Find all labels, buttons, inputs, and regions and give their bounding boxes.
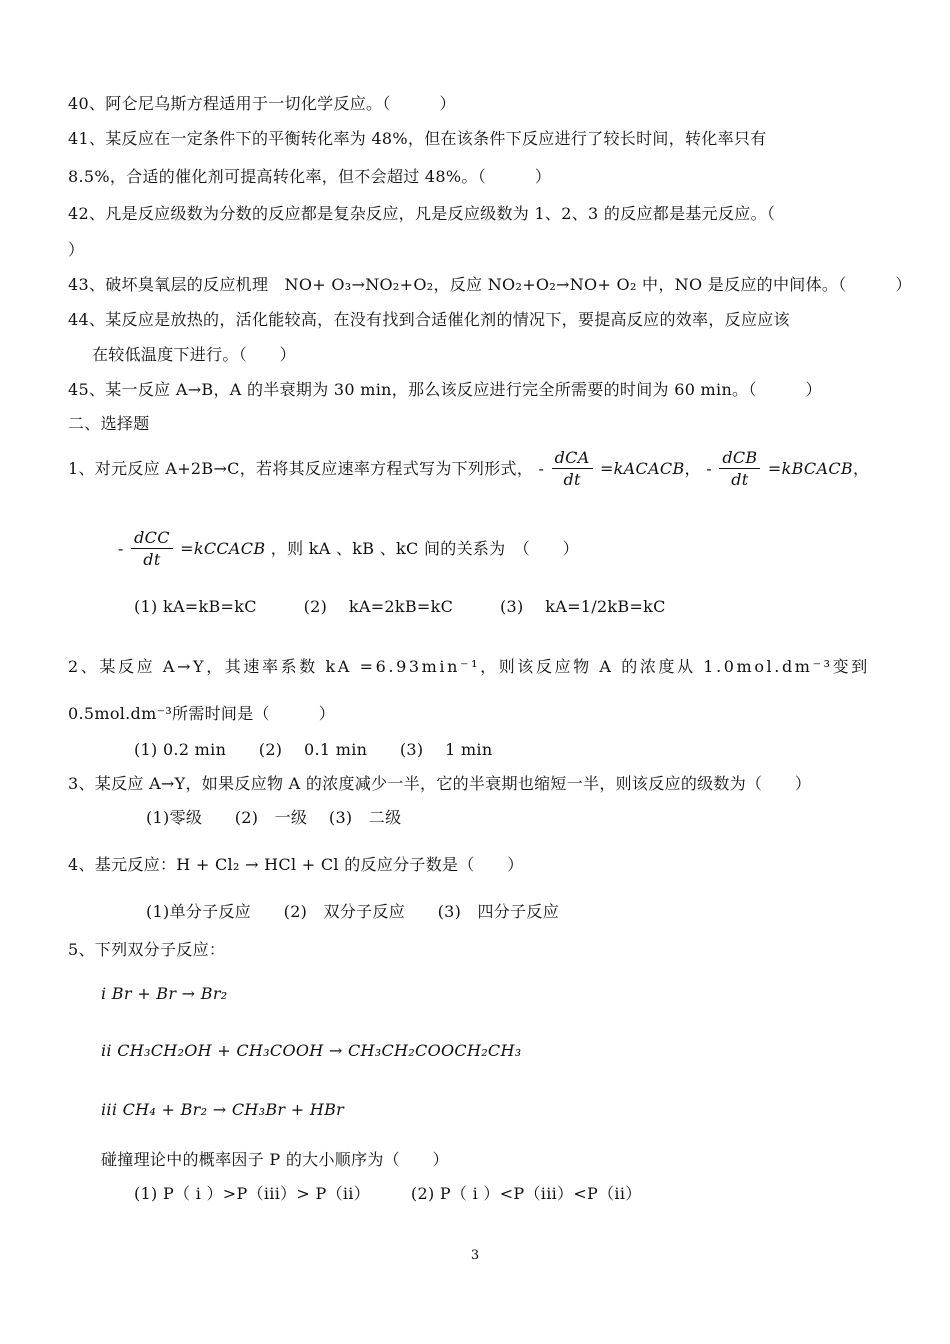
c5-reaction-iii: iii CH₄ + Br₂ → CH₃Br + HBr [101, 1100, 345, 1119]
c2-line1: 2、某反应 A→Y，其速率系数 kA =6.93min⁻¹，则该反应物 A 的浓度从 1.0mol.dm⁻³变到 [68, 657, 870, 676]
c2-options: (1) 0.2 min (2) 0.1 min (3) 1 min [134, 740, 493, 759]
fraction-dCC-dt [131, 528, 173, 571]
minus-sign: - [538, 459, 545, 478]
frac-num: dCC [131, 528, 173, 549]
c5-line1: 5、下列双分子反应： [68, 940, 226, 959]
c1-opt2: (2) kA=2kB=kC [303, 597, 454, 616]
section-heading: 二、选择题 [68, 414, 150, 433]
c1-opt1: (1) kA=kB=kC [134, 597, 257, 616]
c1-suffix: ，则 kA 、kB 、kC 间的关系为 （ ） [270, 539, 579, 558]
c1-prefix: 1、对元反应 A+2B→C，若将其反应速率方程式写为下列形式， [68, 459, 534, 478]
c5-reaction-ii: ii CH₃CH₂OH + CH₃COOH → CH₃CH₂COOCH₂CH₃ [101, 1041, 522, 1060]
c1-opt3: (3) kA=1/2kB=kC [499, 597, 666, 616]
q44-line1: 44、某反应是放热的，活化能较高，在没有找到合适催化剂的情况下，要提高反应的效率，反应应该 [68, 310, 790, 329]
c1-line2 [118, 528, 579, 571]
c1-options [134, 597, 666, 617]
c4-options: (1)单分子反应 (2) 双分子反应 (3) 四分子反应 [146, 902, 559, 921]
c5-options: (1) P（ i ）>P（iii）> P（ii） (2) P（ i ）<P（iii）<P（ii） [134, 1184, 642, 1203]
page-number: 3 [470, 1248, 480, 1263]
frac-den: dt [731, 470, 749, 489]
frac-num: dCA [552, 448, 593, 469]
c5-question: 碰撞理论中的概率因子 P 的大小顺序为（ ） [101, 1150, 449, 1169]
frac-den: dt [563, 470, 581, 489]
q41-line1: 41、某反应在一定条件下的平衡转化率为 48%，但在该条件下反应进行了较长时间，转化率只有 [68, 129, 767, 148]
q43: 43、破坏臭氧层的反应机理 NO+ O₃→NO₂+O₂，反应 NO₂+O₂→NO+ O₂ 中，NO 是反应的中间体。（ ） [68, 275, 912, 294]
fraction-dCA-dt [552, 448, 593, 491]
q41-line2: 8.5%，合适的催化剂可提高转化率，但不会超过 48%。（ ） [68, 167, 552, 186]
fraction-dCB-dt [719, 448, 760, 491]
c4-line1: 4、基元反应：H + Cl₂ → HCl + Cl 的反应分子数是（ ） [68, 855, 524, 874]
minus-sign: - [706, 459, 712, 478]
frac-num: dCB [719, 448, 760, 469]
c2-line2: 0.5mol.dm⁻³所需时间是（ ） [68, 704, 336, 723]
q42-line2: ） [68, 240, 85, 259]
frac-den: dt [143, 550, 161, 569]
c3-line1: 3、某反应 A→Y，如果反应物 A 的浓度减少一半，它的半衰期也缩短一半，则该反应的级数为（ ） [68, 774, 812, 793]
eqB-rhs: =kBCACB [767, 459, 853, 478]
eqC-rhs: =kCCACB [180, 539, 266, 558]
q40: 40、阿仑尼乌斯方程适用于一切化学反应。（ ） [68, 94, 456, 113]
q45: 45、某一反应 A→B，A 的半衰期为 30 min，那么该反应进行完全所需要的时间为 60 min。（ ） [68, 380, 822, 399]
c3-options: (1)零级 (2) 一级 (3) 二级 [146, 808, 402, 827]
eqA-rhs: =kACACB [599, 459, 685, 478]
c5-reaction-i: i Br + Br → Br₂ [101, 984, 228, 1003]
minus-sign: - [118, 539, 124, 558]
q42-line1: 42、凡是反应级数为分数的反应都是复杂反应，凡是反应级数为 1、2、3 的反应都是基元反应。（ [68, 204, 776, 223]
q44-line2: 在较低温度下进行。（ ） [92, 345, 296, 364]
c1-line1: 1、对元反应 A+2B→C，若将其反应速率方程式写为下列形式， - $\frac{\text{dCA}}{dt}$ =kACACB， - $\frac{\text{dCB}}{dt}$ =kBCACB， [68, 448, 870, 489]
